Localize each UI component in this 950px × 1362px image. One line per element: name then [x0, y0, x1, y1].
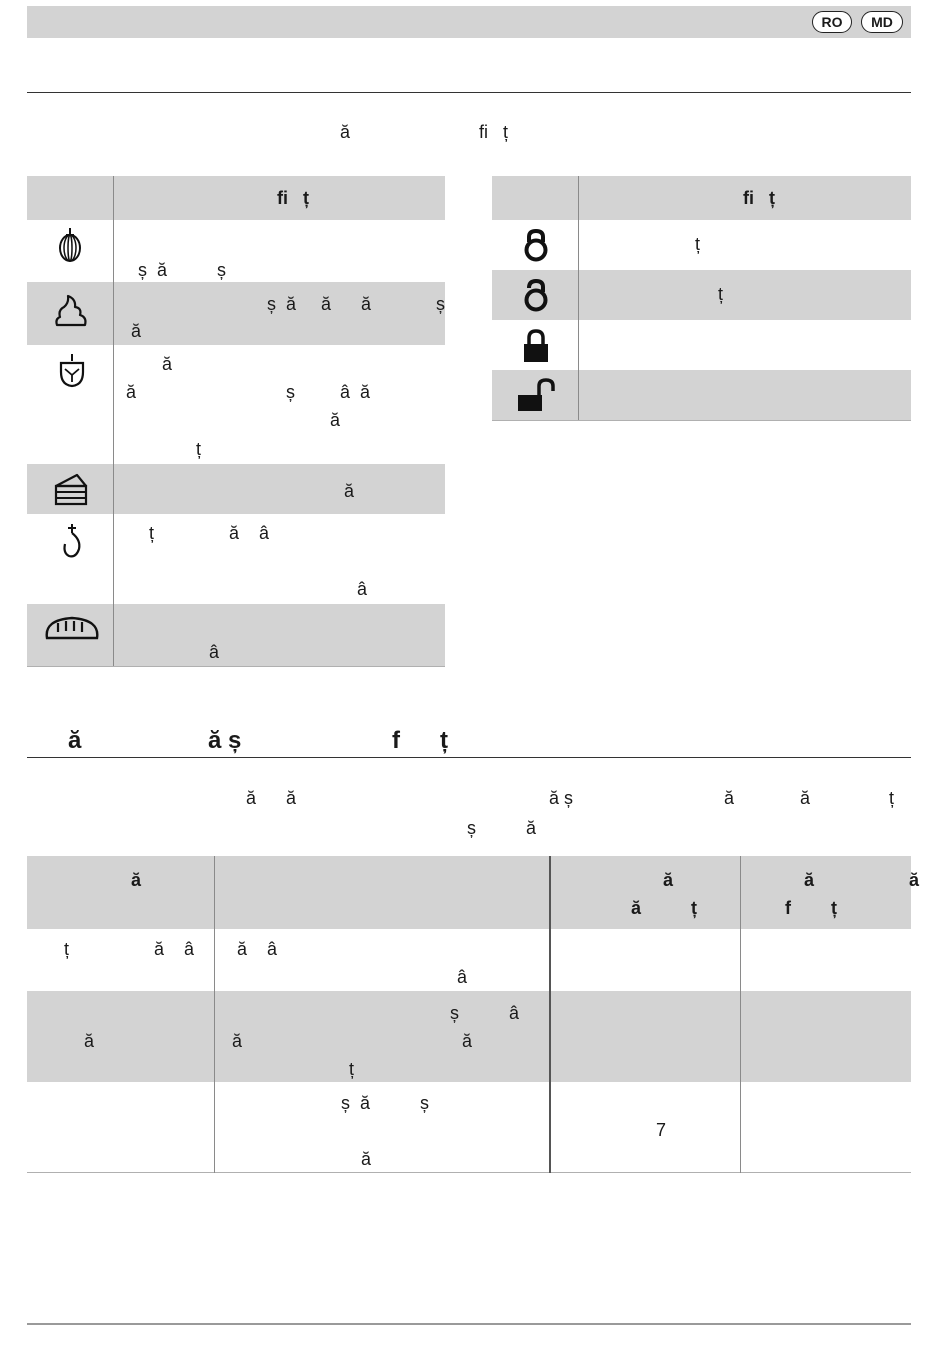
- section1-subtitle-a: ă: [340, 122, 351, 142]
- table-row: [27, 220, 445, 282]
- table-cell: ș ă ș: [341, 1093, 430, 1113]
- row-text: ă: [344, 481, 355, 501]
- header-label: fi ț: [743, 188, 775, 208]
- cream-icon: [54, 293, 88, 329]
- row-text: ț: [718, 284, 724, 304]
- table-row: [27, 345, 445, 464]
- table-cell: ț: [349, 1059, 355, 1079]
- table-header: [492, 176, 911, 220]
- intro-text: ă ș: [549, 788, 574, 808]
- header-cell: ă ț: [631, 898, 698, 918]
- table-cell: ț ă â: [64, 939, 195, 959]
- header-cell: ă: [131, 870, 142, 890]
- header-cell: ă: [663, 870, 674, 890]
- header-bar: [27, 6, 911, 38]
- table-row: [492, 270, 911, 320]
- speed-table: [27, 856, 920, 1173]
- table-row: [492, 220, 911, 270]
- header-cell: f ț: [785, 898, 837, 918]
- table-row: [27, 604, 445, 667]
- table-row: [27, 282, 445, 345]
- symbols-table-right: [492, 176, 911, 421]
- row-text: ă ș â ă: [126, 382, 371, 402]
- row-text: ț: [695, 234, 701, 254]
- table-cell: ă: [361, 1149, 372, 1169]
- table-cell: ă ă: [232, 1031, 473, 1051]
- header-label: fi ț: [277, 188, 309, 208]
- table-cell: 7: [656, 1120, 667, 1140]
- lock-open-round-icon: [522, 278, 550, 312]
- header-cell: ă ă: [804, 870, 920, 890]
- row-text: ș ă ș: [138, 260, 227, 280]
- section2-heading-c: f ț: [392, 727, 448, 754]
- intro-text: ă ă: [246, 788, 297, 808]
- kneading-hook-icon: [61, 524, 83, 560]
- table-row: [27, 514, 445, 604]
- whisk-icon: [57, 228, 83, 264]
- table-row: [27, 1082, 911, 1173]
- row-text: ț ă â: [149, 523, 270, 543]
- section1-subtitle-b: fi ț: [479, 122, 509, 142]
- intro-text: ă: [800, 788, 811, 808]
- table-header: [27, 176, 445, 220]
- lock-closed-round-icon: [522, 228, 550, 262]
- symbols-table-left: [27, 176, 445, 667]
- table-cell: ă: [84, 1031, 95, 1051]
- bread-icon: [44, 614, 100, 642]
- table-cell: ă â: [237, 939, 278, 959]
- section2-heading-b: ă ș: [208, 727, 242, 754]
- row-text: â: [209, 642, 220, 662]
- table-row: [27, 464, 445, 514]
- section2-divider: [27, 757, 911, 758]
- header-divider: [27, 92, 911, 93]
- padlock-closed-icon: [521, 328, 551, 364]
- table-row: [492, 320, 911, 370]
- table-cell: ș â: [450, 1003, 520, 1023]
- table-cell: â: [457, 967, 468, 987]
- cake-icon: [53, 472, 89, 506]
- dough-hook-icon: [58, 354, 86, 388]
- row-text: ț: [196, 439, 202, 459]
- padlock-open-icon: [517, 377, 557, 413]
- table-header: [27, 856, 911, 929]
- row-text: ă: [330, 410, 341, 430]
- footer-divider: [27, 1323, 911, 1325]
- row-text: ș ă ă ă ș: [267, 294, 446, 314]
- language-badge-md: MD: [861, 11, 903, 33]
- row-text: ă: [162, 354, 173, 374]
- row-text: â: [357, 579, 368, 599]
- intro-text: ț: [889, 788, 895, 808]
- row-text: ă: [131, 321, 142, 341]
- table-row: [492, 370, 911, 421]
- intro-text: ș ă: [467, 818, 537, 838]
- intro-text: ă: [724, 788, 735, 808]
- language-badge-ro: RO: [812, 11, 852, 33]
- section2-heading-a: ă: [68, 727, 82, 754]
